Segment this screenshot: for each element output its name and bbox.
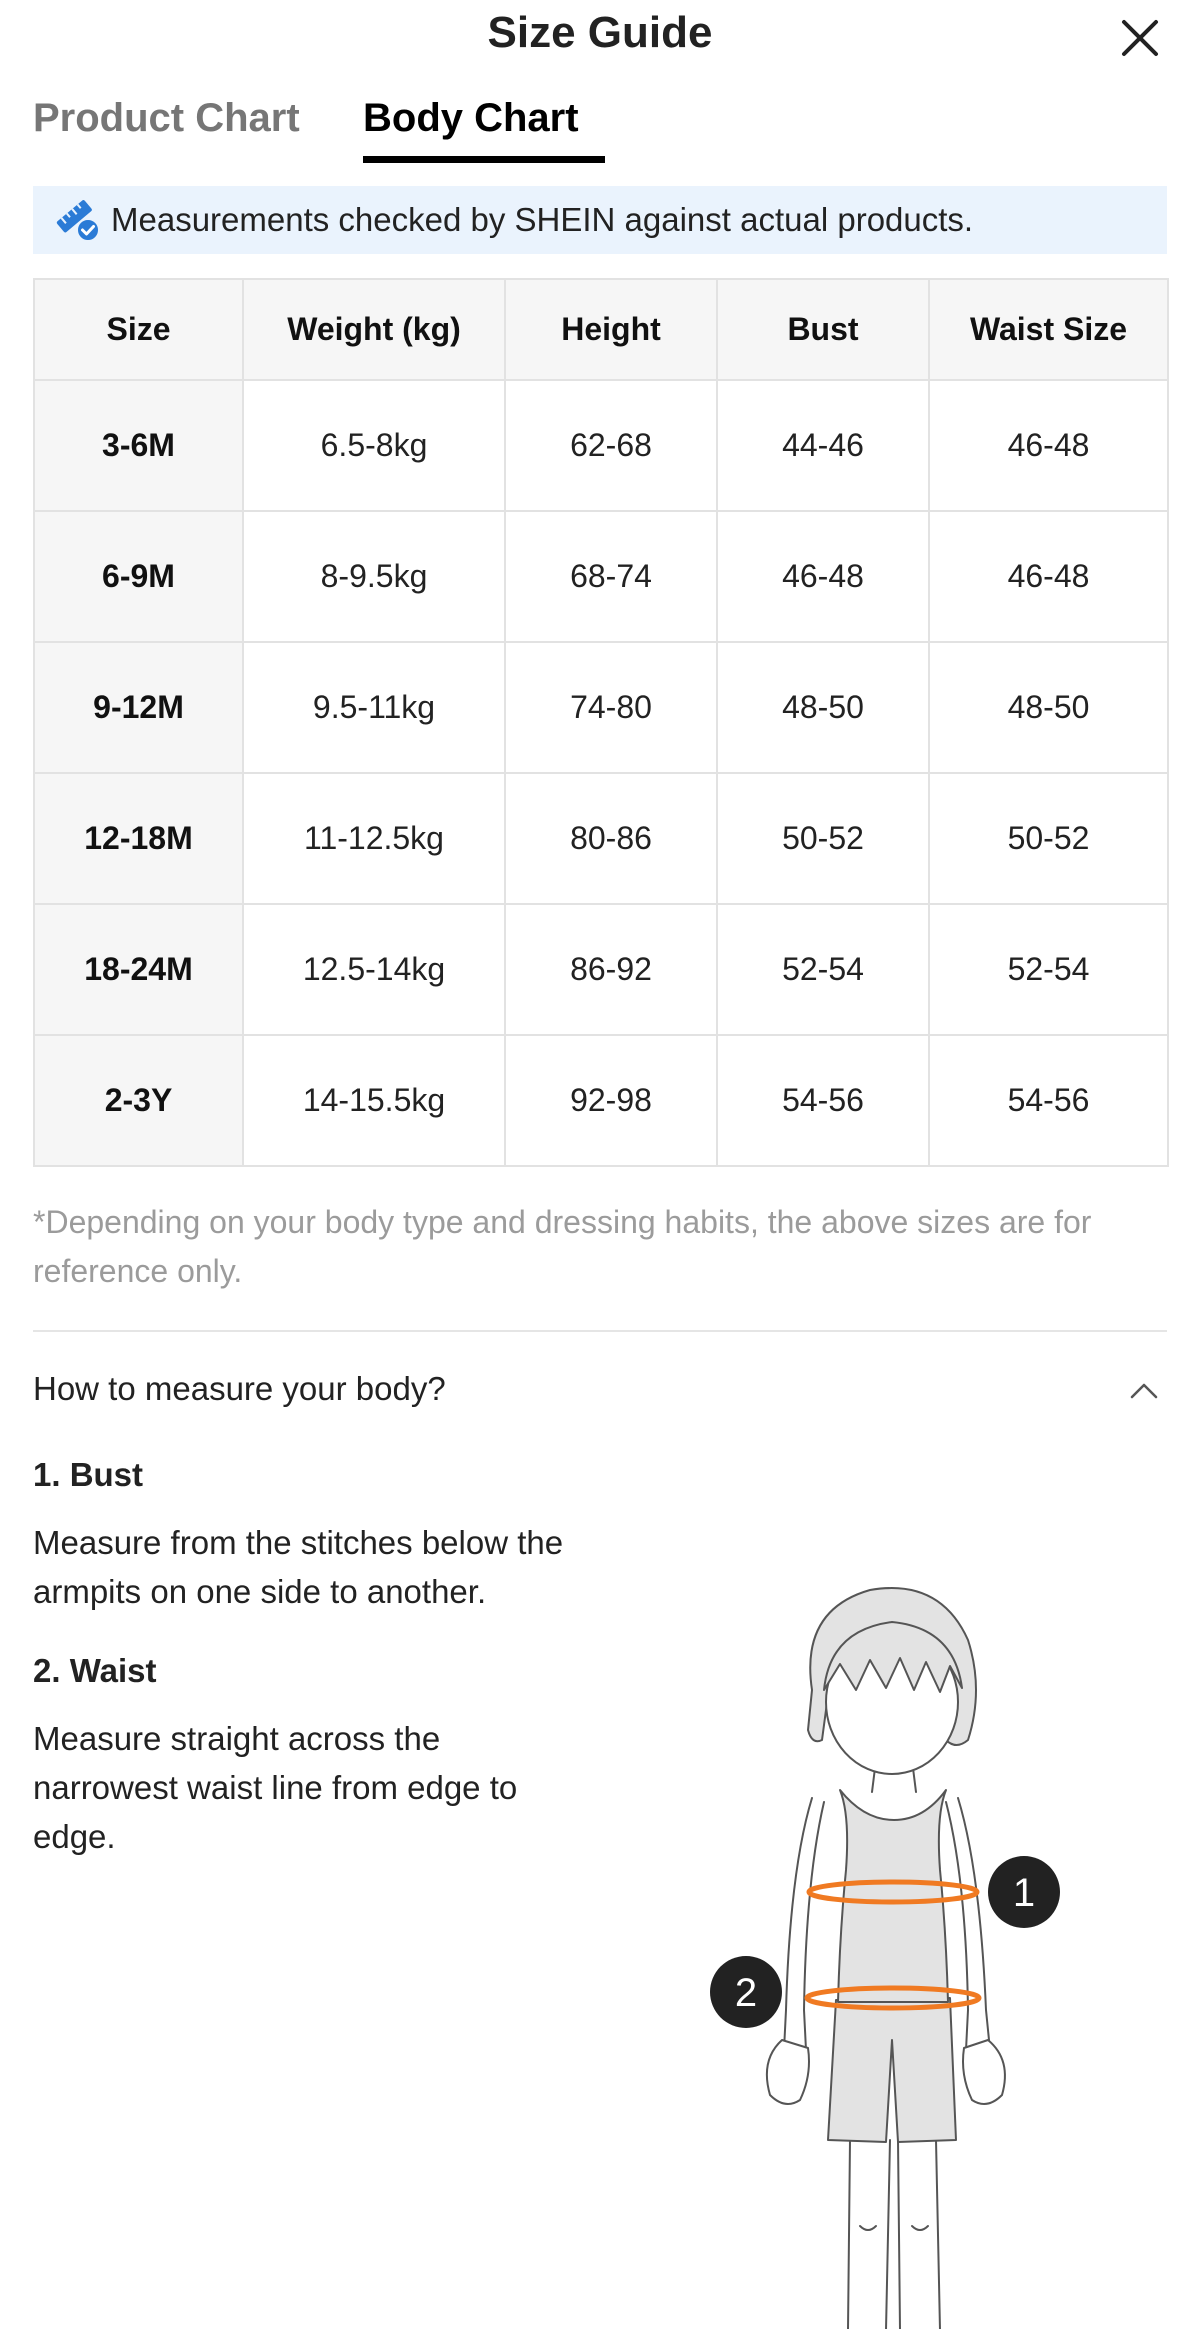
bust-cell: 48-50: [717, 642, 929, 773]
marker-waist: 2: [734, 1971, 758, 2015]
waist-cell: 50-52: [929, 773, 1168, 904]
body-size-table: [33, 278, 1169, 1167]
height-cell: 92-98: [505, 1035, 717, 1166]
size-cell: 6-9M: [34, 511, 243, 642]
child-measurement-illustration: [700, 1570, 1070, 2329]
column-header: Height: [505, 279, 717, 380]
tab-product-chart[interactable]: Product Chart: [33, 96, 300, 140]
height-cell: 74-80: [505, 642, 717, 773]
notice-text: Measurements checked by SHEIN against actual products.: [111, 201, 974, 238]
bust-cell: 52-54: [717, 904, 929, 1035]
tab-body-chart[interactable]: Body Chart: [363, 96, 579, 140]
bust-step-title: 1. Bust: [33, 1456, 144, 1493]
chevron-up-icon: [1129, 1376, 1159, 1406]
weight-cell: 11-12.5kg: [243, 773, 505, 904]
column-header: Size: [34, 279, 243, 380]
waist-cell: 46-48: [929, 380, 1168, 511]
column-header: Weight (kg): [243, 279, 505, 380]
bust-cell: 54-56: [717, 1035, 929, 1166]
weight-cell: 14-15.5kg: [243, 1035, 505, 1166]
section-divider: [33, 1330, 1167, 1332]
waist-step-description: Measure straight across the narrowest waist line from edge to edge.: [33, 1720, 518, 1855]
disclaimer-text: *Depending on your body type and dressing habits, the above sizes are for reference only.: [33, 1204, 1092, 1289]
measure-guide-toggle[interactable]: [33, 1366, 1167, 1416]
size-cell: 2-3Y: [34, 1035, 243, 1166]
height-cell: 80-86: [505, 773, 717, 904]
bust-cell: 50-52: [717, 773, 929, 904]
table-row: [34, 1035, 1168, 1166]
size-cell: 18-24M: [34, 904, 243, 1035]
size-guide-header: [0, 0, 1200, 80]
column-header: Waist Size: [929, 279, 1168, 380]
weight-cell: 12.5-14kg: [243, 904, 505, 1035]
waist-step-title: 2. Waist: [33, 1652, 157, 1689]
height-cell: 62-68: [505, 380, 717, 511]
waist-cell: 46-48: [929, 511, 1168, 642]
size-cell: 3-6M: [34, 380, 243, 511]
table-row: [34, 642, 1168, 773]
weight-cell: 6.5-8kg: [243, 380, 505, 511]
bust-cell: 44-46: [717, 380, 929, 511]
table-row: [34, 511, 1168, 642]
height-cell: 86-92: [505, 904, 717, 1035]
waist-cell: 48-50: [929, 642, 1168, 773]
table-row: [34, 904, 1168, 1035]
weight-cell: 8-9.5kg: [243, 511, 505, 642]
size-cell: 12-18M: [34, 773, 243, 904]
marker-bust: 1: [1012, 1871, 1036, 1915]
table-header-row: [34, 279, 1168, 380]
bust-step-description: Measure from the stitches below the armpits on one side to another.: [33, 1524, 564, 1610]
ruler-check-icon: [55, 197, 101, 243]
column-header: Bust: [717, 279, 929, 380]
waist-cell: 54-56: [929, 1035, 1168, 1166]
verification-notice: [33, 186, 1167, 254]
bust-cell: 46-48: [717, 511, 929, 642]
measure-guide-title: How to measure your body?: [33, 1370, 446, 1407]
table-row: [34, 380, 1168, 511]
height-cell: 68-74: [505, 511, 717, 642]
active-tab-indicator: [363, 156, 605, 163]
size-cell: 9-12M: [34, 642, 243, 773]
page-title: Size Guide: [487, 8, 713, 57]
weight-cell: 9.5-11kg: [243, 642, 505, 773]
close-icon[interactable]: [1118, 16, 1162, 60]
waist-cell: 52-54: [929, 904, 1168, 1035]
table-row: [34, 773, 1168, 904]
